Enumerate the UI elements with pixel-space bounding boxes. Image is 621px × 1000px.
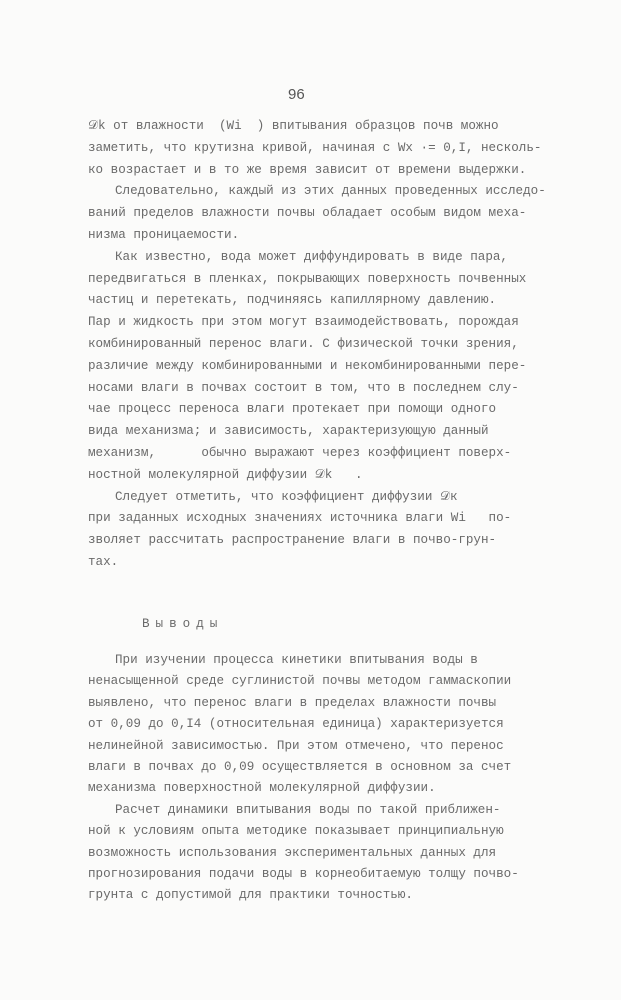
text-line: выявлено, что перенос влаги в пределах влажности почвы (88, 695, 497, 710)
text-line: различие между комбинированными и некомбинированными пере- (88, 358, 527, 373)
text-line: Следовательно, каждый из этих данных проведенных исследо- (115, 184, 546, 199)
text-line: ной к условиям опыта методике показывает принципиальную (88, 824, 504, 839)
text-line: При изучении процесса кинетики впитывания воды в (115, 653, 478, 667)
text-line: чае процесс переноса влаги протекает при помощи одного (88, 402, 497, 417)
page-number: 96 (288, 86, 305, 103)
text-line: носами влаги в почвах состоит в том, что в последнем слу- (88, 380, 519, 395)
text-line: передвигаться в пленках, покрывающих поверхность почвенных (88, 271, 527, 286)
text-line: низма проницаемости. (88, 228, 240, 242)
text-line: вида механизма; и зависимость, характеризующую данный (88, 424, 489, 439)
text-line: ностной молекулярной диффузии 𝒟k . (88, 467, 363, 482)
text-line: Следует отметить, что коэффициент диффузии 𝒟к (115, 489, 458, 504)
text-line: заметить, что крутизна кривой, начиная с Wx ·= 0,I, несколь- (88, 140, 542, 155)
text-line: ваний пределов влажности почвы обладает особым видом меха- (88, 206, 527, 221)
text-line: нелинейной зависимостью. При этом отмечено, что перенос (88, 738, 504, 753)
text-line: влаги в почвах до 0,09 осуществляется в основном за счет (88, 760, 512, 774)
text-line: частиц и перетекать, подчиняясь капиллярному давлению. (88, 293, 497, 308)
text-line: от 0,09 до 0,I4 (относительная единица) характеризуется (88, 717, 504, 732)
text-line: зволяет рассчитать распространение влаги в почво-грун- (88, 533, 497, 548)
text-line: ненасыщенной среде суглинистой почвы методом гаммаскопии (88, 674, 512, 689)
text-line: Пар и жидкость при этом могут взаимодействовать, порождая (88, 315, 519, 330)
text-line: тах. (88, 555, 119, 569)
text-line: прогнозирования подачи воды в корнеобитаемую толщу почво- (88, 867, 519, 881)
text-line: ко возрастает и в то же время зависит от времени выдержки. (88, 162, 527, 177)
section-heading-conclusions: Выводы (142, 617, 224, 631)
text-line: механизма поверхностной молекулярной диффузии. (88, 781, 436, 796)
text-line: при заданных исходных значениях источника влаги Wi по- (88, 511, 512, 526)
text-line: комбинированный перенос влаги. С физической точки зрения, (88, 337, 519, 351)
text-line: возможность использования экспериментальных данных для (88, 845, 497, 860)
text-line: механизм, обычно выражают через коэффициент поверх- (88, 446, 512, 460)
text-line: 𝒟k от влажности (Wi ) впитывания образцов почв можно (88, 119, 499, 133)
text-line: грунта с допустимой для практики точностью. (88, 888, 413, 903)
text-line: Как известно, вода может диффундировать в виде пара, (115, 249, 508, 264)
text-line: Расчет динамики впитывания воды по такой приближен- (115, 802, 501, 817)
